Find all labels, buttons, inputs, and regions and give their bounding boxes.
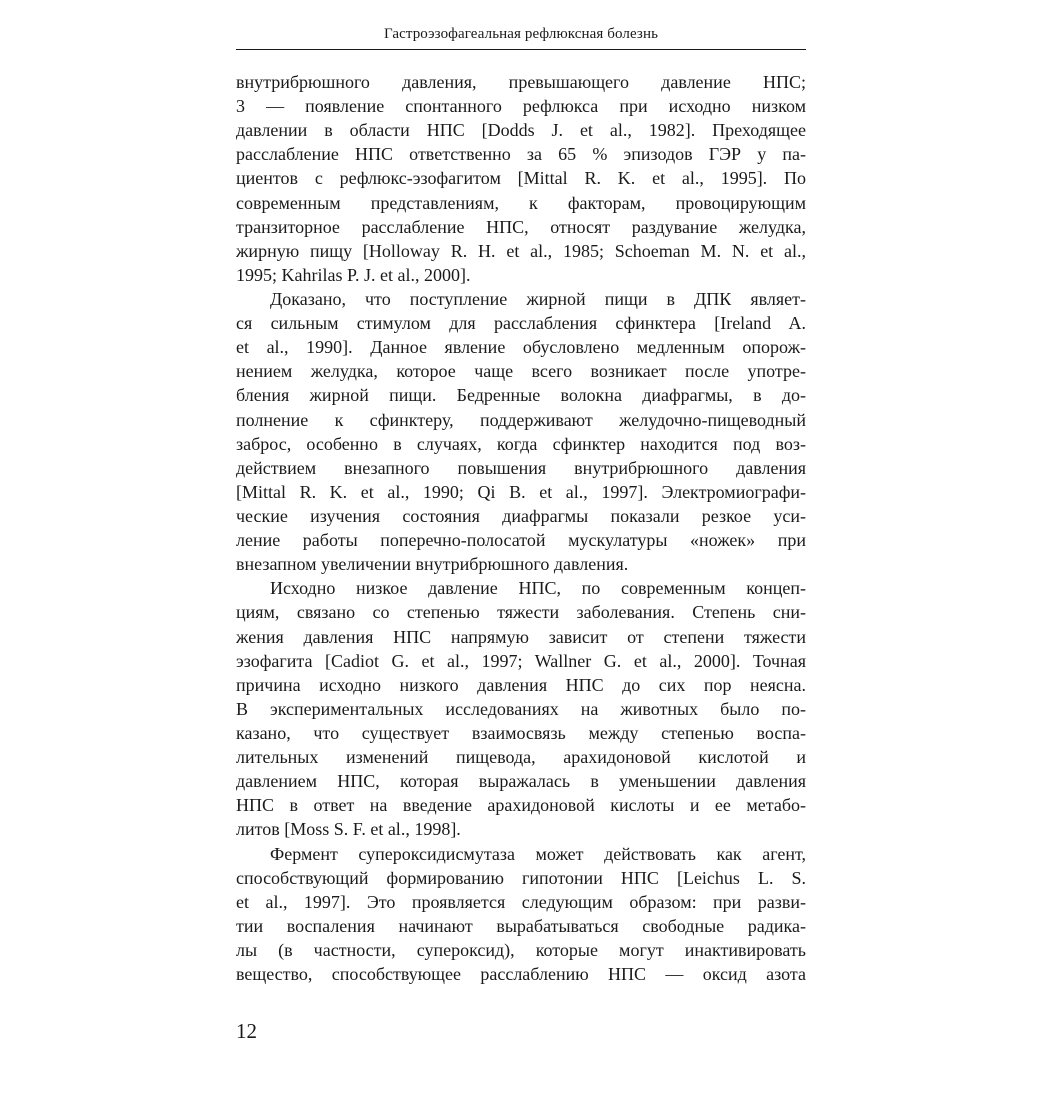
text-line: жения давления НПС напрямую зависит от степени тяжести	[236, 626, 806, 647]
text-line: лы (в частности, супероксид), которые могут инактивировать	[236, 939, 806, 960]
text-line: заброс, особенно в случаях, когда сфинктер находится под воз-	[236, 433, 806, 454]
text-line: давлением НПС, которая выражалась в уменьшении давления	[236, 771, 806, 792]
text-line: циям, связано со степенью тяжести заболевания. Степень сни-	[236, 602, 806, 623]
text-line: тии воспаления начинают вырабатываться свободные радика-	[236, 915, 806, 936]
text-line: 3 — появление спонтанного рефлюкса при исходно низком	[236, 96, 806, 117]
header-rule	[236, 49, 806, 50]
text-line: эзофагита [Cadiot G. et al., 1997; Wallner G. et al., 2000]. Точная	[236, 650, 806, 671]
text-line: казано, что существует взаимосвязь между степенью воспа-	[236, 722, 806, 743]
text-line: циентов с рефлюкс-эзофагитом [Mittal R. K. et al., 1995]. По	[236, 168, 806, 189]
text-line: транзиторное расслабление НПС, относят раздувание желудка,	[236, 216, 806, 237]
text-line: лительных изменений пищевода, арахидоновой кислотой и	[236, 747, 806, 768]
body-text	[236, 70, 806, 986]
text-line: причина исходно низкого давления НПС до сих пор неясна.	[236, 674, 806, 695]
text-line: 1995; Kahrilas P. J. et al., 2000].	[236, 264, 471, 285]
text-line: et al., 1990]. Данное явление обусловлено медленным опорож-	[236, 337, 806, 358]
text-line: способствующий формированию гипотонии НПС [Leichus L. S.	[236, 867, 806, 888]
running-head: Гастроэзофагеальная рефлюксная болезнь	[383, 26, 659, 42]
text-line: современным представлениям, к факторам, провоцирующим	[236, 192, 806, 213]
text-line: [Mittal R. K. et al., 1990; Qi B. et al., 1997]. Электромиографи-	[236, 481, 806, 502]
text-line: Доказано, что поступление жирной пищи в ДПК являет-	[270, 288, 806, 309]
text-line: вещество, способствующее расслаблению НПС — оксид азота	[236, 964, 806, 985]
text-line: В экспериментальных исследованиях на животных было по-	[236, 698, 806, 719]
text-line: нением желудка, которое чаще всего возникает после употре-	[236, 361, 806, 382]
text-line: Фермент супероксидисмутаза может действовать как агент,	[270, 843, 806, 864]
text-line: расслабление НПС ответственно за 65 % эпизодов ГЭР у па-	[236, 144, 806, 165]
text-line: полнение к сфинктеру, поддерживают желудочно-пищеводный	[236, 409, 806, 430]
text-line: ческие изучения состояния диафрагмы показали резкое уси-	[236, 505, 806, 526]
text-line: бления жирной пищи. Бедренные волокна диафрагмы, в до-	[236, 385, 806, 406]
text-line: внезапном увеличении внутрибрюшного давления.	[236, 554, 629, 575]
text-line: НПС в ответ на введение арахидоновой кислоты и ее метабо-	[236, 795, 806, 816]
text-line: внутрибрюшного давления, превышающего давление НПС;	[236, 72, 806, 92]
text-line: ление работы поперечно-полосатой мускулатуры «ножек» при	[236, 530, 806, 551]
text-line: et al., 1997]. Это проявляется следующим образом: при разви-	[236, 891, 806, 912]
text-line: давлении в области НПС [Dodds J. et al., 1982]. Преходящее	[236, 120, 806, 141]
text-line: Исходно низкое давление НПС, по современным концеп-	[270, 578, 806, 599]
text-line: действием внезапного повышения внутрибрюшного давления	[236, 457, 806, 478]
text-line: ся сильным стимулом для расслабления сфинктера [Ireland A.	[236, 313, 806, 334]
text-line: литов [Moss S. F. et al., 1998].	[236, 819, 461, 840]
page-number: 12	[236, 1019, 257, 1043]
text-line: жирную пищу [Holloway R. H. et al., 1985; Schoeman M. N. et al.,	[236, 240, 806, 261]
